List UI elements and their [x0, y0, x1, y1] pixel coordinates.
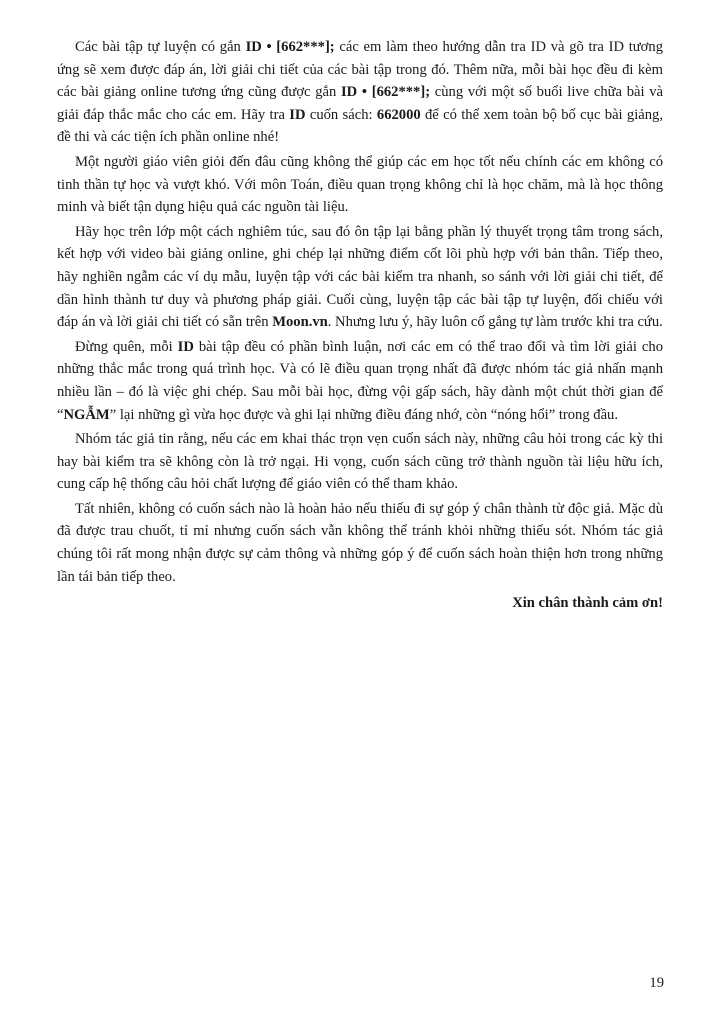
bold-id-code: ID • [662***];: [245, 39, 335, 55]
text-segment: Hãy học trên lớp một cách nghiêm túc, sau đó ôn tập lại bằng phần lý thuyết trọng tâm trong sách, kết hợp với video bài giảng online, ghi chép lại những điểm cốt lõi phù hợp với bản thân. Tiếp theo, hãy nghiền ngẫm các ví dụ mẫu, luyện tập với các bài kiểm tra nhanh, so sánh với lời giải chi tiết, để dần hình thành tư duy và phương pháp giải. Cuối cùng, luyện tập các bài tập tự luyện, đối chiếu với đáp án và lời giải chi tiết có sẵn trên: [57, 223, 663, 331]
bold-website: Moon.vn: [272, 314, 328, 331]
paragraph-study-method: [57, 221, 663, 334]
paragraph-feedback: [57, 498, 663, 588]
text-segment: Tất nhiên, không có cuốn sách nào là hoàn hảo nếu thiếu đi sự góp ý chân thành từ độc giả. Mặc dù đã được trau chuốt, tỉ mỉ nhưng cuốn sách vẫn không thể tránh khỏi những thiếu sót. Nhóm tác giả chúng tôi rất mong nhận được sự cảm thông và những góp ý để cuốn sách hoàn thiện hơn trong những lần tái bản tiếp theo.: [57, 500, 663, 585]
bold-book-id: 662000: [376, 106, 421, 123]
text-segment: các em làm theo hướng dẫn tra ID và gõ tra ID tương ứng sẽ xem được đáp án, lời giải chi tiết của các bài tập trong đó. Thêm nữa, mỗi bài học đều đi kèm các bài giảng online tương ứng cũng được gắn: [57, 39, 663, 101]
bold-id-code: ID • [662***];: [341, 84, 431, 101]
text-segment: bài tập đều có phần bình luận, nơi các em có thể trao đổi và tìm lời giải cho những thắc mắc trong quá trình học. Và có lẽ điều quan trọng nhất đã được nhóm tác giả nhấn mạnh nhiều lần – đó là việc ghi chép. Sau mỗi bài học, đừng vội gấp sách, hãy dành một chút thời gian để “: [57, 338, 663, 423]
bold-ngam: NGẪM: [63, 406, 110, 423]
text-segment: để có thể xem toàn bộ bố cục bài giảng, đề thi và các tiện ích phần online nhé!: [57, 106, 664, 146]
page-content: [57, 36, 663, 615]
text-segment: Nhóm tác giả tin rằng, nếu các em khai thác trọn vẹn cuốn sách này, những câu hỏi trong các kỳ thi hay bài kiểm tra sẽ không còn là trở ngại. Hi vọng, cuốn sách cũng trở thành nguồn tài liệu hữu ích, cung cấp hệ thống câu hỏi chất lượng để giáo viên có thể tham khảo.: [57, 431, 663, 493]
paragraph-self-study: [57, 151, 663, 219]
text-segment: cuốn sách:: [305, 106, 377, 123]
text-segment: Đừng quên, mỗi: [75, 338, 178, 355]
paragraph-authors-belief: [57, 428, 663, 496]
text-segment: Các bài tập tự luyện có gắn: [75, 39, 246, 55]
bold-id-label: ID: [289, 106, 306, 123]
page-number: 19: [649, 975, 664, 991]
text-segment: . Nhưng lưu ý, hãy luôn cố gắng tự làm trước khi tra cứu.: [327, 314, 663, 331]
paragraph-comments-notes: [57, 336, 663, 426]
bold-id-label: ID: [177, 338, 194, 355]
closing-thanks: Xin chân thành cảm ơn!: [512, 595, 663, 612]
text-segment: Một người giáo viên giỏi đến đâu cũng không thể giúp các em học tốt nếu chính các em không có tinh thần tự học và vượt khó. Với môn Toán, điều quan trọng không chỉ là học chăm, mà là học thông minh và biết tận dụng hiệu quả các nguồn tài liệu.: [57, 153, 663, 216]
paragraph-online-id: [57, 36, 663, 149]
text-segment: ” lại những gì vừa học được và ghi lại những điều đáng nhớ, còn “nóng hổi” trong đầu.: [109, 406, 618, 423]
text-segment: cùng với một số buổi live chữa bài và giải đáp thắc mắc cho các em. Hãy tra: [57, 84, 663, 123]
